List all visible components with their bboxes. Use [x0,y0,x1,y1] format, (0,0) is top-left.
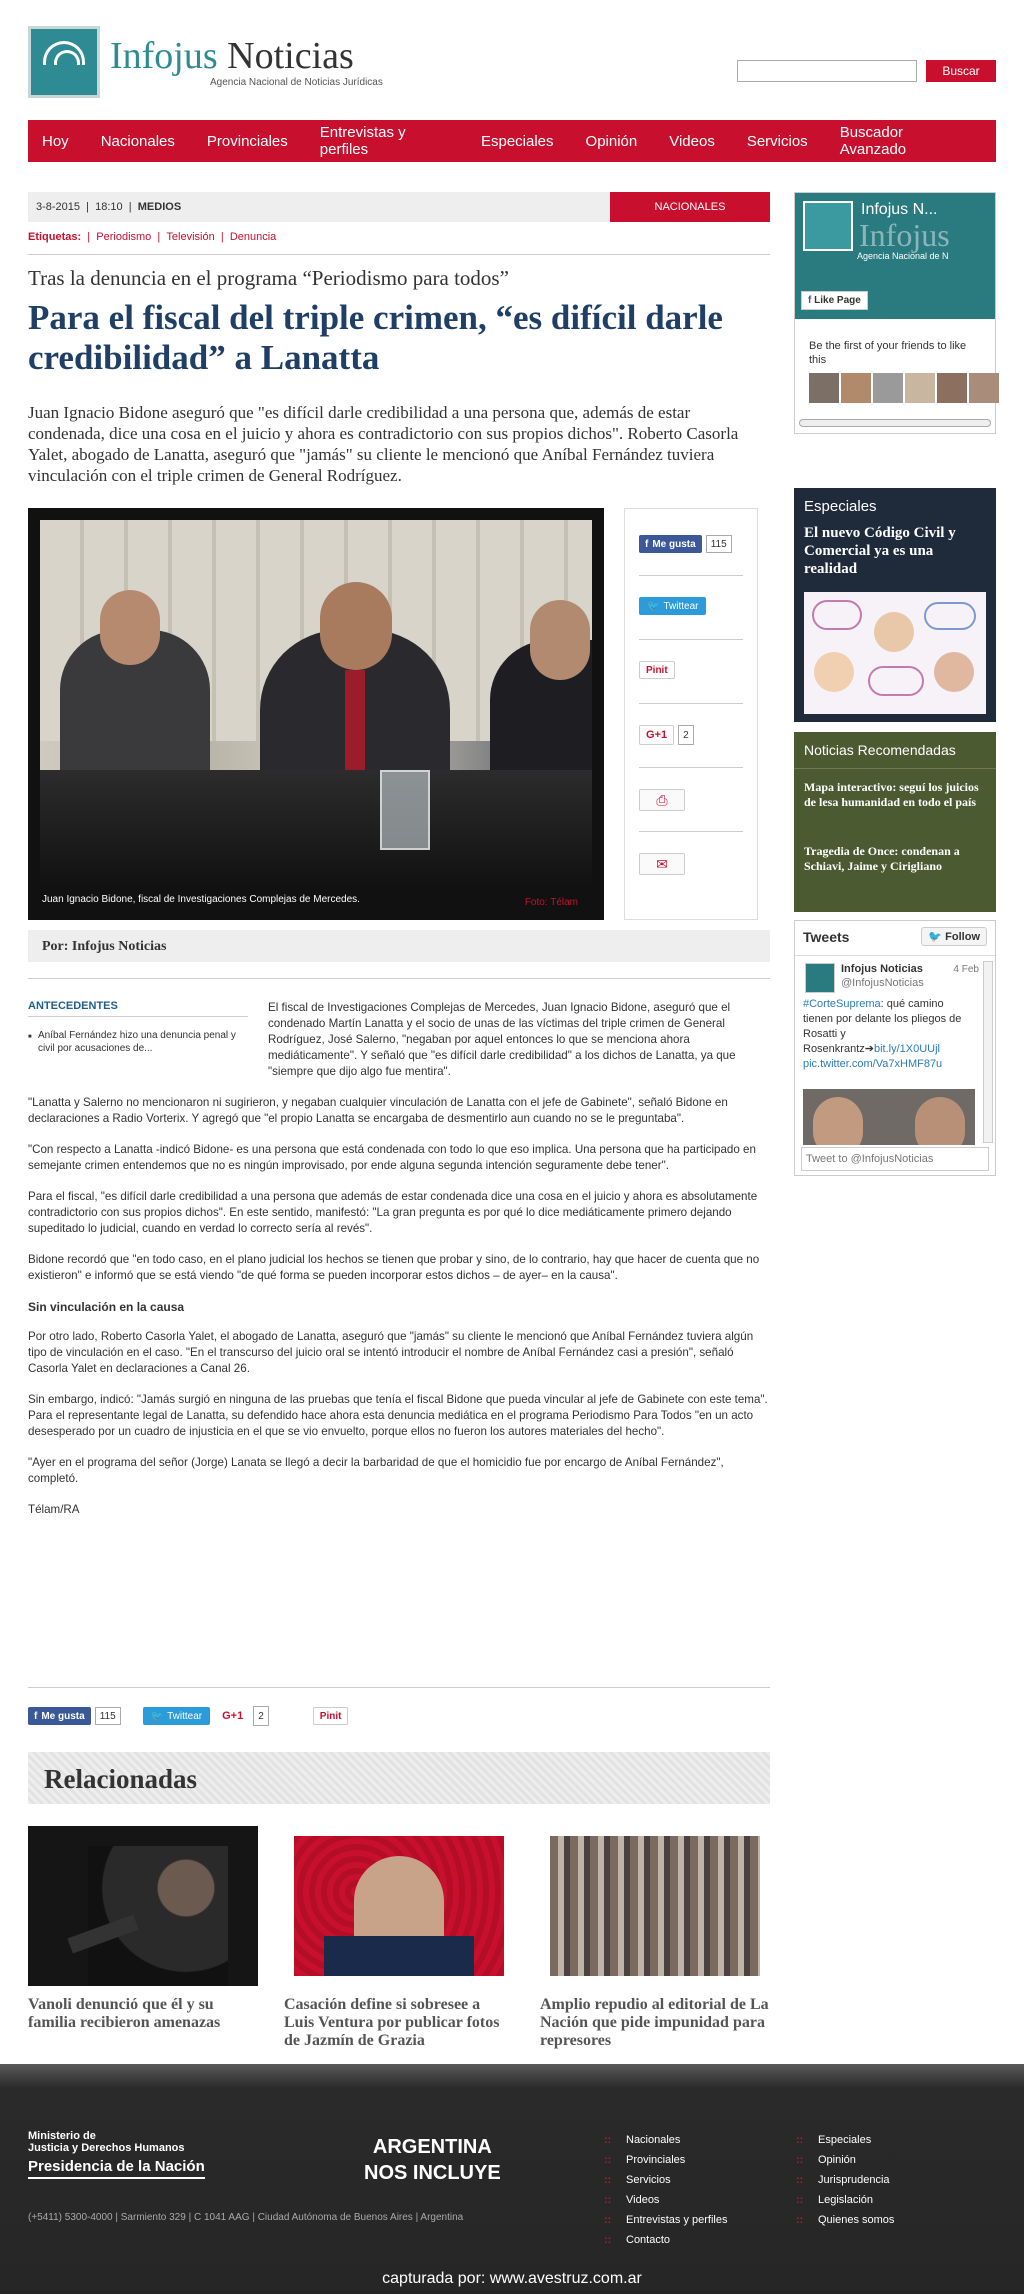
footer-links-col2 [796,2134,894,2234]
incluye-line: NOS INCLUYE [364,2162,501,2184]
related-item[interactable] [284,1826,514,2050]
share-column [624,508,758,920]
fb-like-count: 115 [706,535,732,553]
article-author: Por: Infojus Noticias [28,930,770,962]
tweet-label: Twittear [663,600,699,612]
tags-label: Etiquetas: [28,231,82,243]
divider [639,767,743,768]
related-title-text: Casación define si sobresee a Luis Ventura por publicar fotos de Jazmín de Grazia [284,1996,500,2049]
gp-count: 2 [253,1706,269,1726]
article-headline: Para el fiscal del triple crimen, “es difícil darle credibilidad” a Lanatta [28,298,723,377]
footer-argentina [364,2134,501,2186]
fb-scrollbar[interactable] [799,419,991,427]
fb-page-title[interactable]: Infojus N... [861,201,938,218]
twitter-icon: 🐦 [150,1710,164,1722]
footer-link[interactable]: :: Entrevistas y perfiles [604,2214,727,2226]
brand-name-b: Noticias [217,34,354,77]
article-photo[interactable] [28,508,604,920]
print-icon[interactable]: ⎙ [639,789,685,811]
nav-entrevistas[interactable]: Entrevistas y perfiles [319,124,406,158]
article-lead: Juan Ignacio Bidone aseguró que "es difícil darle credibilidad a una persona que, además de estar condenada, dice una cosa en el juicio y ahora es contradictorio con sus propios dichos". Roberto Casorla Yalet, abogado de Lanatta, aseguró que "jamás" su cliente le mencionó que Aníbal Fernández tuviera vinculación con el triple crimen de General Rodríguez. [28,403,739,485]
tag-link[interactable]: Denuncia [229,231,277,243]
footer-address: (+5411) 5300-4000 | Sarmiento 329 | C 1041 AAG | Ciudad Autónoma de Buenos Aires | Argentina [28,2212,464,2223]
pinterest-button[interactable]: Pinit [639,661,675,679]
related-image [540,1826,770,1986]
capture-watermark: capturada por: www.avestruz.com.ar [382,2270,642,2287]
pinterest-button[interactable]: Pinit [313,1707,349,1725]
main-nav [28,120,996,162]
infojus-avatar-icon [803,201,853,251]
facebook-icon: f [808,295,812,306]
footer-presidency: Presidencia de la Nación [28,2158,205,2179]
tweet-label: Twittear [167,1710,203,1722]
related-item[interactable] [540,1826,770,2050]
nav-especiales[interactable]: Especiales [480,132,554,150]
divider [28,254,770,255]
twitter-icon: 🐦 [647,600,660,612]
nav-provinciales[interactable]: Provinciales [206,132,288,150]
related-title-text: Vanoli denunció que él y su familia recibieron amenazas [28,1996,221,2031]
antecedentes-link[interactable]: ■ Aníbal Fernández hizo una denuncia penal y civil por acusaciones de... [28,1029,248,1055]
tags-row: Etiquetas: | Periodismo | Televisión | Denuncia [28,231,277,243]
brand-subtitle: Agencia Nacional de Noticias Jurídicas [210,76,383,88]
twitter-tweet-button[interactable] [143,1707,210,1725]
recommended-link[interactable]: Tragedia de Once: condenan a Schiavi, Jaime y Cirigliano [804,844,960,873]
google-plus-button[interactable]: G+1 [639,725,674,745]
divider [639,575,743,576]
logo-icon [28,26,100,98]
article-date: 3-8-2015 [36,201,81,213]
nav-hoy[interactable]: Hoy [42,132,69,150]
divider [794,768,996,769]
divider [639,831,743,832]
section-badge[interactable]: NACIONALES [610,192,770,222]
follow-label: Follow [945,931,980,943]
footer-link[interactable]: :: Opinión [796,2154,894,2166]
facebook-icon: f [34,1710,38,1722]
facebook-like-button[interactable] [639,535,702,553]
tweet-link[interactable]: bit.ly/1X0UUjl [873,1043,940,1055]
tag-link[interactable]: Televisión [166,231,215,243]
tweets-title: Tweets [803,929,850,945]
tweet-pic-link[interactable]: pic.twitter.com/Va7xHMF87u [803,1058,943,1070]
cover-brand-text: Infojus [859,217,950,253]
fb-friends-text: Be the first of your friends to like this [809,340,967,366]
fb-like-label: Me gusta [41,1710,85,1722]
share-bar-bottom [28,1706,348,1726]
tag-link[interactable]: Periodismo [96,231,152,243]
nav-buscador[interactable]: Buscador Avanzado [839,124,907,158]
fb-like-page-label: Like Page [814,295,861,306]
divider [28,1687,770,1688]
recommended-title: Noticias Recomendadas [804,742,956,758]
paragraph: Bidone recordó que "en todo caso, en el plano judicial los hechos se tienen que probar y sino, de lo contrario, hay que hacer de cuenta que no existieron" e informó que se está viendo "de qué forma se pueden incorporar estos dichos – de ayer– en la causa". [28,1253,760,1282]
recommended-news-box [794,732,996,912]
article-section: MEDIOS [137,201,182,213]
footer-link[interactable]: :: Videos [604,2194,727,2206]
fb-like-count: 115 [95,1707,121,1725]
article-signature: Télam/RA [28,1503,80,1516]
article-subhead: Sin vinculación en la causa [28,1300,185,1314]
twitter-widget [794,920,996,1176]
footer-link[interactable]: :: Jurisprudencia [796,2174,894,2186]
facebook-cover[interactable] [795,193,995,319]
footer-link[interactable]: :: Provinciales [604,2154,727,2166]
especiales-headline[interactable]: El nuevo Código Civil y Comercial ya es una realidad [804,525,956,577]
brand-name-a: Infojus [110,34,218,77]
article-meta-bar: 3-8-2015 | 18:10 | MEDIOS NACIONALES [28,192,770,222]
twitter-follow-button[interactable] [921,927,987,946]
footer-link[interactable]: :: Especiales [796,2134,894,2146]
especiales-title: Especiales [804,498,877,515]
photo-caption: Juan Ignacio Bidone, fiscal de Investigaciones Complejas de Mercedes. [42,894,360,905]
tweet-date[interactable]: 4 Feb [953,964,979,975]
paragraph: "Lanatta y Salerno no mencionaron ni sugirieron, y negaban cualquier vinculación de Lanatta con el jefe de Gabinete", señaló Bidone en declaraciones a Radio Vorterix. Y agregó que "el propio Lanatta se encargaba de desmentirlo aun cuando no se le preguntaba". [28,1096,728,1125]
nav-opinion[interactable]: Opinión [585,132,638,150]
fb-like-page-button[interactable] [801,291,868,310]
footer-link[interactable]: :: Nacionales [604,2134,727,2146]
paragraph: Para el fiscal, "es difícil darle credibilidad a una persona que además de estar condenada dice una cosa en el juicio y ahora es absolutamente contradictorio con sus propios dichos". En este sentido, manifestó: "La gran pregunta es por qué lo dice mediáticamente primero dejando supeditado lo judicial, cuando en verdad lo correcto sería al revés". [28,1190,758,1235]
search-input[interactable] [737,60,917,82]
divider [639,639,743,640]
divider [639,703,743,704]
twitter-icon: 🐦 [928,931,943,943]
footer-link[interactable]: :: Contacto [604,2234,727,2246]
footer-ministry: Ministerio de Justicia y Derechos Humanos [28,2130,185,2154]
photo-credit: Foto: Télam [524,897,578,908]
tweet-image[interactable] [803,1089,975,1145]
paragraph: "Ayer en el programa del señor (Jorge) Lanata se llegó a decir la barbaridad de que el homicidio fue por encargo de Aníbal Fernández", completó. [28,1456,724,1485]
related-title-text: Amplio repudio al editorial de La Nación que pide impunidad para represores [540,1996,769,2049]
facebook-page-widget [794,192,996,434]
tweet-to-input[interactable]: Tweet to @InfojusNoticias [801,1147,989,1171]
antecedentes-title: ANTECEDENTES [28,1000,248,1017]
related-title: Relacionadas [44,1764,198,1794]
fb-faces [809,373,999,403]
tweet-text [803,997,975,1072]
divider [28,978,770,979]
divider [795,955,995,956]
facebook-icon: f [645,538,649,550]
facebook-like-button[interactable] [28,1707,91,1725]
paragraph: "Con respecto a Lanatta -indicó Bidone- es una persona que está condenada con todo lo que eso implica. Una persona que ha participado en semejante crimen entendemos que no es ningún improvisado, por ende alguna segunda intención seguramente debe tener". [28,1143,756,1172]
fb-cover-sub: Agencia Nacional de N [857,251,949,261]
gp-count: 2 [678,725,694,745]
paragraph: Sin embargo, indicó: "Jamás surgió en ninguna de las pruebas que tenía el fiscal Bidone que pueda vincular al jefe de Gabinete con este tema". Para el representante legal de Lanatta, su defendido hace ahora esta denuncia mediática en el programa Periodismo Para Todos "en un acto desesperado por un cuadro de injusticia en el que se vio envuelto, porque ellos no fueron los autores materiales del hecho". [28,1393,768,1438]
tweets-scrollbar[interactable] [983,961,993,1143]
search-button[interactable]: Buscar [926,60,996,82]
article-body [28,1000,770,1533]
fb-like-label: Me gusta [652,538,696,550]
tweet-author-name[interactable]: Infojus Noticias [841,963,923,975]
article-time: 18:10 [95,201,123,213]
argentina-line: ARGENTINA [372,2136,492,2158]
twitter-tweet-button[interactable] [639,597,706,615]
tweet-hashtag[interactable]: #CorteSuprema [803,998,881,1010]
especiales-box[interactable] [794,488,996,722]
nav-servicios[interactable]: Servicios [746,132,808,150]
related-header [28,1752,770,1804]
google-plus-button[interactable]: G+1 [216,1706,249,1726]
related-image [284,1826,514,1986]
especiales-image [804,592,986,714]
paragraph: El fiscal de Investigaciones Complejas de Mercedes, Juan Ignacio Bidone, aseguró que el condenado Martín Lanatta y el socio de unas de las víctimas del triple crimen de General Rodríguez, José Salerno, "negaban por aquel entonces lo que se menciona ahora mediáticamente". Y señaló que "es difícil darle credibilidad" a los dichos de Lanatta, ya que "siempre que dijo algo fue mentira". [268,1001,736,1078]
recommended-link[interactable]: Mapa interactivo: seguí los juicios de lesa humanidad en todo el país [804,780,979,809]
tweet-text-body: : qué camino tienen por delante los pliegos de Rosatti y Rosenkrantz➔ [803,998,962,1055]
footer-link[interactable]: :: Quienes somos [796,2214,894,2226]
footer-link[interactable]: :: Legislación [796,2194,894,2206]
tweet-handle[interactable]: @InfojusNoticias [841,977,924,989]
nav-videos[interactable]: Videos [669,132,715,150]
footer-link[interactable]: :: Servicios [604,2174,727,2186]
site-footer [0,2064,1024,2294]
email-icon[interactable]: ✉ [639,853,685,875]
photo-image [40,520,592,888]
site-logo[interactable] [28,26,398,98]
related-image [28,1826,258,1986]
related-item[interactable] [28,1826,258,2032]
tweet-avatar[interactable] [805,963,835,993]
nav-nacionales[interactable]: Nacionales [100,132,175,150]
footer-links-col1 [604,2134,727,2254]
paragraph: Por otro lado, Roberto Casorla Yalet, el abogado de Lanatta, aseguró que "jamás" su cliente le mencionó que Aníbal Fernández tuviera algún tipo de vinculación en el caso. "En el transcurso del juicio oral se intentó introducir el nombre de Aníbal Fernández casi a presión", señaló Casorla Yalet en declaraciones a Canal 26. [28,1330,754,1375]
article-kicker: Tras la denuncia en el programa “Periodismo para todos” [28,266,509,290]
